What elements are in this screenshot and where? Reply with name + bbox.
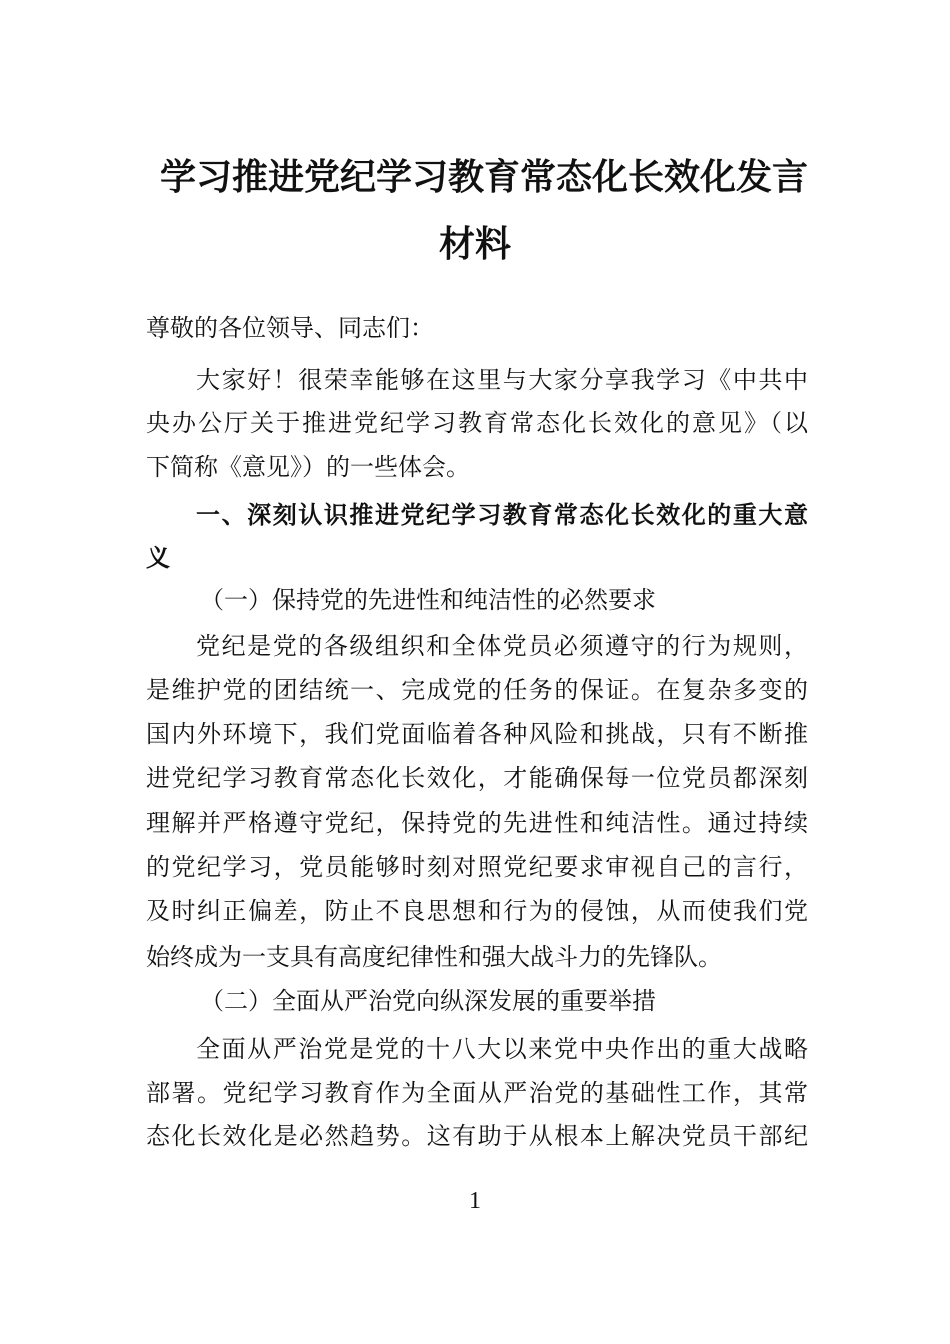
- subsection-1-heading: （一）保持党的先进性和纯洁性的必然要求: [200, 586, 656, 614]
- heading-line: 义: [146, 544, 170, 572]
- paragraph-line: 的党纪学习，党员能够时刻对照党纪要求审视自己的言行，: [146, 853, 808, 881]
- paragraph-line: 及时纠正偏差，防止不良思想和行为的侵蚀，从而使我们党: [146, 897, 808, 925]
- title-line-2: 材料: [438, 224, 511, 265]
- greeting: 尊敬的各位领导、同志们：: [146, 314, 434, 342]
- heading-line: 一、深刻认识推进党纪学习教育常态化长效化的重大意: [196, 501, 808, 529]
- paragraph-line: 下简称《意见》）的一些体会。: [146, 453, 470, 481]
- page-number: 1: [469, 1188, 481, 1214]
- subsection-2-heading: （二）全面从严治党向纵深发展的重要举措: [200, 987, 656, 1015]
- paragraph-line: 大家好！很荣幸能够在这里与大家分享我学习《中共中: [196, 366, 808, 394]
- paragraph-line: 全面从严治党是党的十八大以来党中央作出的重大战略: [196, 1035, 808, 1063]
- paragraph-line: 进党纪学习教育常态化长效化，才能确保每一位党员都深刻: [146, 764, 808, 792]
- paragraph-line: 态化长效化是必然趋势。这有助于从根本上解决党员干部纪: [146, 1122, 808, 1150]
- paragraph-line: 国内外环境下，我们党面临着各种风险和挑战，只有不断推: [146, 720, 808, 748]
- paragraph-line: 央办公厅关于推进党纪学习教育常态化长效化的意见》（以: [146, 409, 808, 437]
- paragraph-line: 理解并严格遵守党纪，保持党的先进性和纯洁性。通过持续: [146, 809, 808, 837]
- paragraph-line: 党纪是党的各级组织和全体党员必须遵守的行为规则，: [196, 632, 808, 660]
- title-line-1: 学习推进党纪学习教育常态化长效化发言: [160, 157, 809, 198]
- paragraph-line: 部署。党纪学习教育作为全面从严治党的基础性工作，其常: [146, 1079, 808, 1107]
- paragraph-line: 始终成为一支具有高度纪律性和强大战斗力的先锋队。: [146, 943, 722, 971]
- paragraph-line: 是维护党的团结统一、完成党的任务的保证。在复杂多变的: [146, 676, 808, 704]
